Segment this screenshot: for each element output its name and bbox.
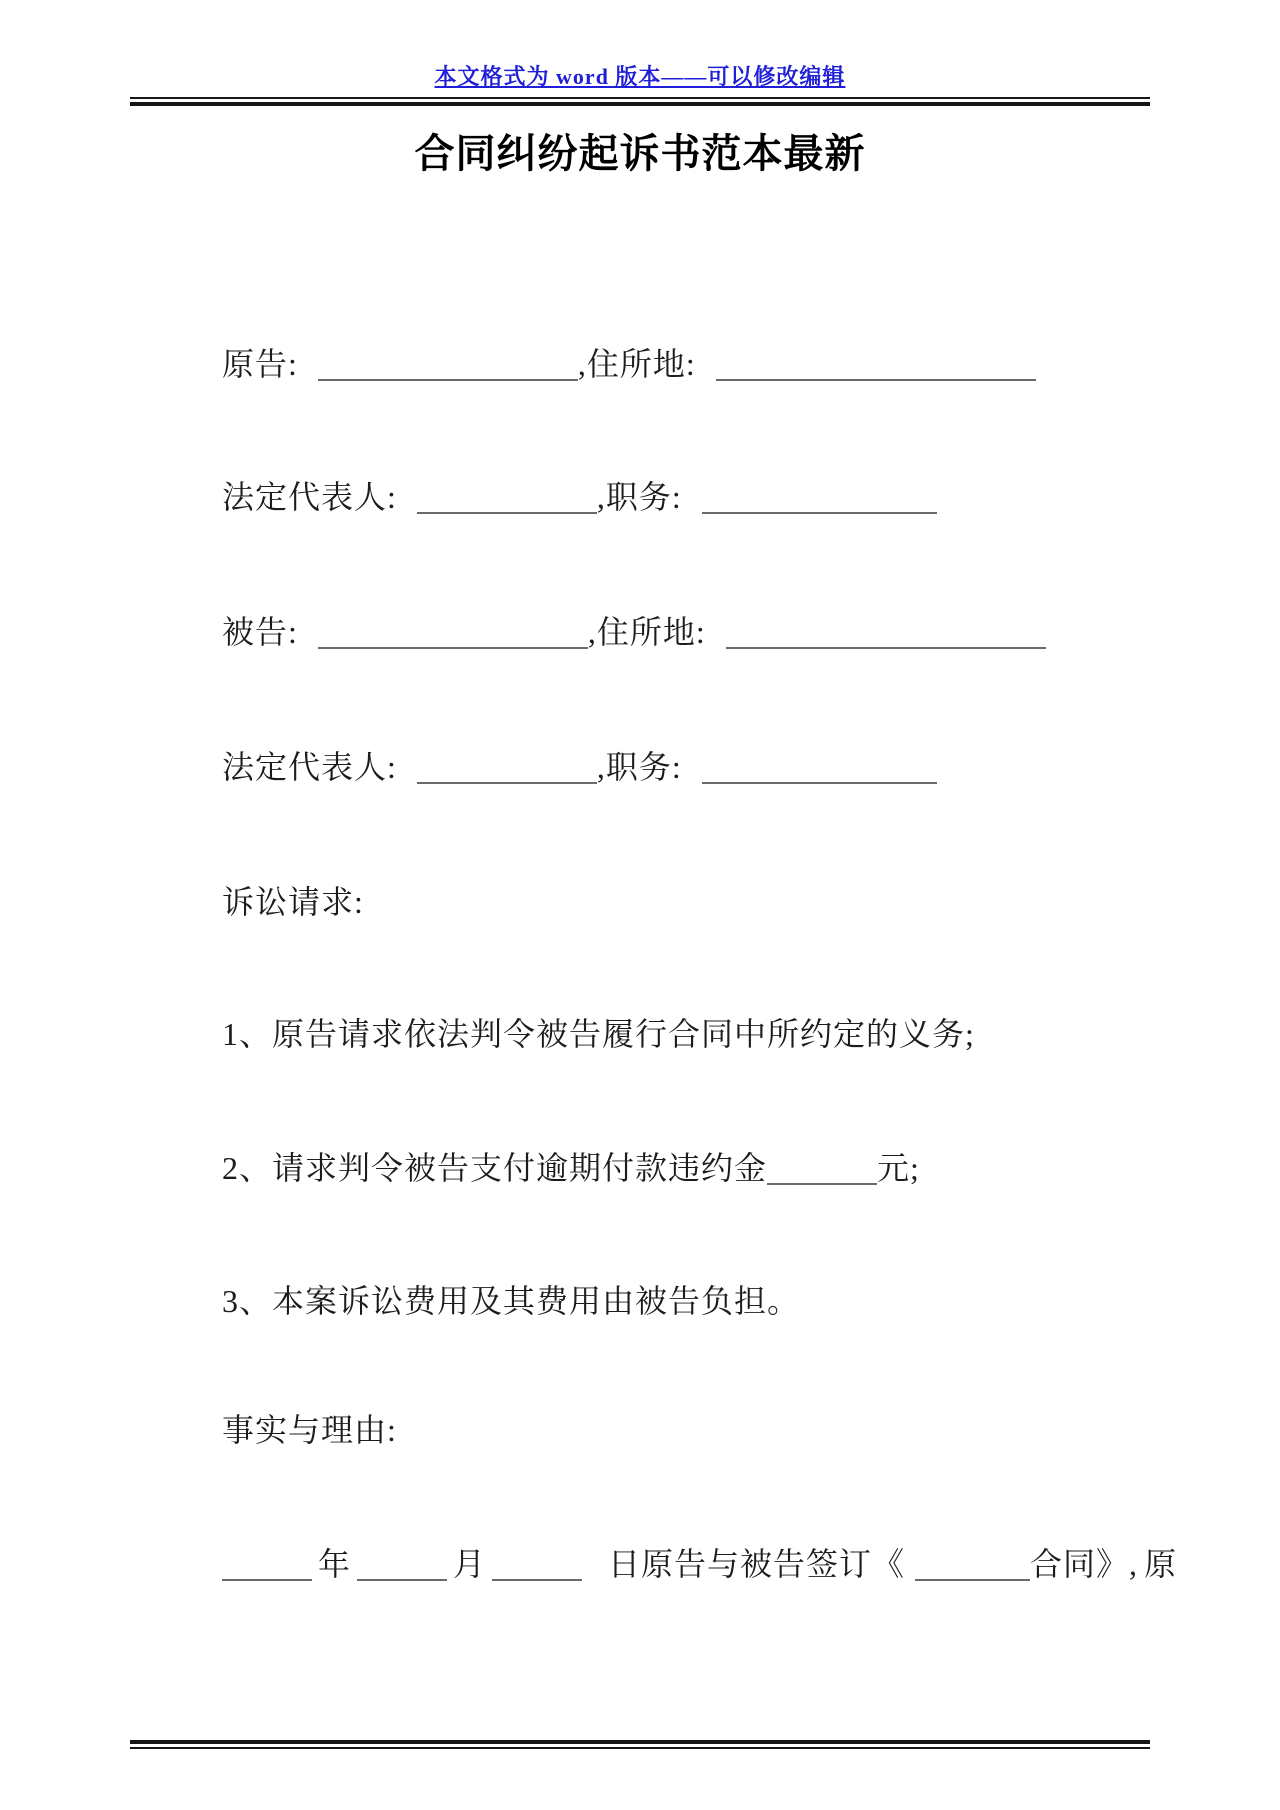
plaintiff-label: 原告: <box>222 346 298 382</box>
format-notice: 本文格式为 word 版本——可以修改编辑 <box>434 64 846 89</box>
year-label: 年 <box>318 1546 352 1582</box>
comma: , <box>596 749 606 785</box>
facts-date-line <box>222 1546 1177 1583</box>
claim-item-2 <box>222 1150 920 1187</box>
position-blank-field[interactable] <box>702 480 937 514</box>
plaintiff-address-label: 住所地: <box>586 346 696 382</box>
form-line-plaintiff <box>222 346 1036 383</box>
bottom-border-thin-line <box>130 1747 1150 1749</box>
position-blank-field[interactable] <box>702 750 937 784</box>
facts-day-phrase: 日原告与被告签订《 <box>608 1546 906 1582</box>
facts-trailing-char: 原 <box>1144 1546 1178 1582</box>
bottom-border-thick-line <box>130 1740 1150 1744</box>
position-label: 职务: <box>605 749 682 785</box>
representative-blank-field[interactable] <box>417 750 597 784</box>
month-label: 月 <box>453 1546 487 1582</box>
day-blank-field[interactable] <box>492 1547 582 1581</box>
form-line-defendant-representative <box>222 749 937 786</box>
representative-label: 法定代表人: <box>222 479 397 515</box>
top-border-thick-line <box>130 102 1150 106</box>
claims-heading-text: 诉讼请求: <box>222 884 364 920</box>
comma: , <box>587 614 597 650</box>
representative-blank-field[interactable] <box>417 480 597 514</box>
claim-2-text-pre: 2、请求判令被告支付逾期付款违约金 <box>222 1150 768 1186</box>
form-line-defendant <box>222 614 1046 651</box>
comma: , <box>577 346 587 382</box>
contract-phrase: 合同》, <box>1030 1546 1139 1582</box>
claim-item-3 <box>222 1283 800 1320</box>
top-border-rule <box>130 97 1150 106</box>
page-title: 合同纠纷起诉书范本最新 <box>414 131 866 176</box>
claims-heading <box>222 884 364 921</box>
claim-3-text: 3、本案诉讼费用及其费用由被告负担。 <box>222 1283 801 1319</box>
representative-label: 法定代表人: <box>222 749 397 785</box>
form-line-plaintiff-representative <box>222 479 937 516</box>
penalty-amount-blank-field[interactable] <box>767 1151 877 1185</box>
comma: , <box>596 479 606 515</box>
defendant-blank-field[interactable] <box>318 615 588 649</box>
top-border-thin-line <box>130 97 1150 99</box>
year-blank-field[interactable] <box>222 1547 312 1581</box>
claim-1-text: 1、原告请求依法判令被告履行合同中所约定的义务; <box>222 1016 975 1052</box>
facts-heading-text: 事实与理由: <box>222 1412 397 1448</box>
defendant-address-blank-field[interactable] <box>726 615 1046 649</box>
bottom-border-rule <box>130 1740 1150 1749</box>
claim-item-1 <box>222 1016 975 1053</box>
position-label: 职务: <box>605 479 682 515</box>
plaintiff-address-blank-field[interactable] <box>716 347 1036 381</box>
defendant-label: 被告: <box>222 614 298 650</box>
month-blank-field[interactable] <box>357 1547 447 1581</box>
claim-2-text-post: 元; <box>877 1150 920 1186</box>
plaintiff-blank-field[interactable] <box>318 347 578 381</box>
facts-heading <box>222 1412 397 1449</box>
contract-name-blank-field[interactable] <box>915 1547 1030 1581</box>
defendant-address-label: 住所地: <box>596 614 706 650</box>
